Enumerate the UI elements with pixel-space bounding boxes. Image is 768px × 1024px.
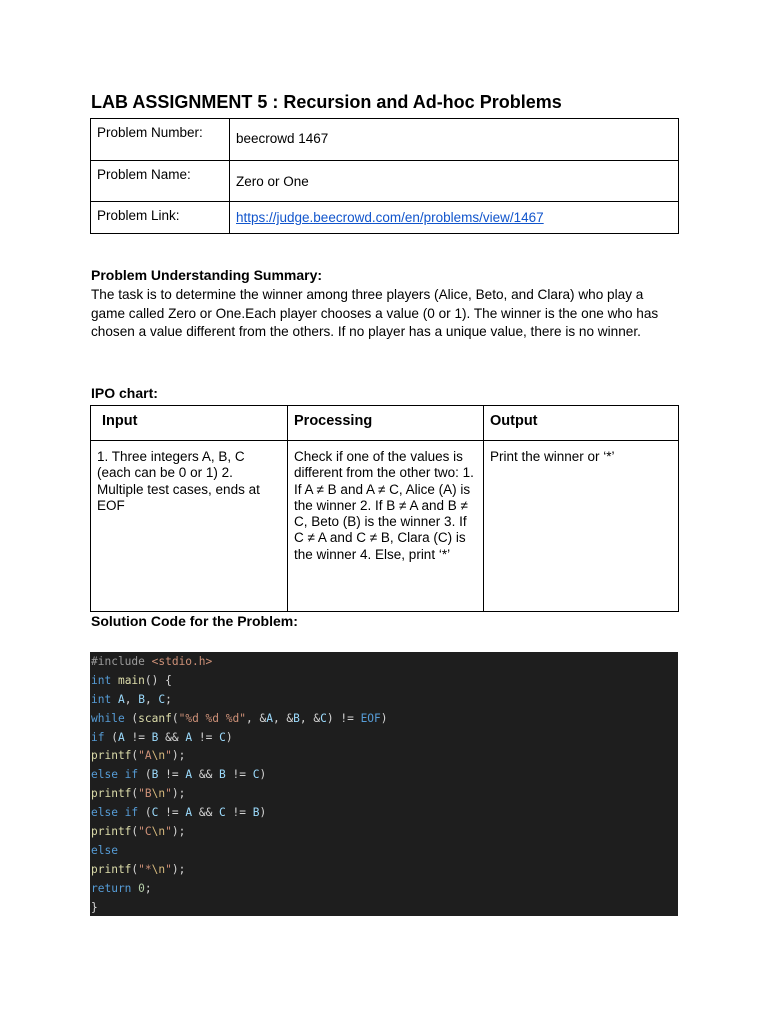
code-token: (	[144, 806, 152, 820]
solution-heading: Solution Code for the Problem:	[91, 613, 298, 629]
code-token: , &	[299, 711, 321, 725]
code-token: &&	[192, 768, 220, 782]
code-token: ) !=	[326, 711, 361, 725]
ipo-heading: IPO chart:	[91, 385, 158, 401]
info-label: Problem Name:	[91, 161, 230, 202]
info-value	[230, 202, 679, 234]
summary-text: The task is to determine the winner among three players (Alice, Beto, and Clara) who play a game called Zero or One.Each player chooses a value (0 or 1). The winner is the one who has chosen a value different from the others. If no player has a unique value, there is no winner.	[91, 287, 659, 339]
code-token: C	[158, 692, 166, 706]
code-line	[90, 672, 678, 691]
code-token: B	[151, 768, 159, 782]
code-token: !=	[158, 806, 186, 820]
ipo-header-output: Output	[484, 406, 679, 441]
code-token: C	[219, 730, 226, 744]
code-token: else if	[91, 806, 145, 820]
ipo-cell-output: Print the winner or ‘*’	[484, 441, 679, 612]
code-token: )	[259, 806, 267, 820]
code-token: () {	[144, 673, 172, 687]
summary-heading: Problem Understanding Summary:	[91, 267, 323, 283]
ipo-header-processing: Processing	[288, 406, 484, 441]
code-token: A	[185, 768, 193, 782]
code-token: (	[144, 768, 152, 782]
code-line	[90, 691, 678, 710]
code-token: EOF	[360, 711, 381, 725]
code-token: \n	[151, 825, 166, 839]
code-token: int	[91, 692, 118, 706]
ipo-chart-table	[90, 405, 679, 612]
ipo-header-row	[91, 406, 679, 441]
code-token: A	[185, 806, 193, 820]
code-token: "	[165, 862, 172, 876]
code-line	[90, 842, 678, 861]
code-token: !=	[124, 730, 152, 744]
code-block	[90, 652, 678, 916]
code-token: "	[165, 749, 172, 763]
code-token: B	[138, 692, 145, 706]
ipo-cell-input: 1. Three integers A, B, C (each can be 0 or 1) 2. Multiple test cases, ends at EOF	[91, 441, 288, 612]
code-token: \n	[151, 749, 166, 763]
code-token: B	[252, 806, 260, 820]
code-token: \n	[151, 862, 166, 876]
code-token: C	[320, 711, 327, 725]
ipo-header-input: Input	[91, 406, 288, 441]
code-line	[90, 785, 678, 804]
code-token: )	[380, 711, 388, 725]
code-token: ,	[124, 692, 139, 706]
info-value: beecrowd 1467	[230, 119, 679, 161]
code-token: ;	[165, 692, 172, 706]
code-token: &&	[192, 806, 220, 820]
info-row-name	[91, 161, 679, 202]
code-token: (	[131, 711, 139, 725]
page-title: LAB ASSIGNMENT 5 : Recursion and Ad-hoc Problems	[91, 92, 562, 112]
code-token: B	[151, 730, 159, 744]
code-token: (	[111, 730, 118, 744]
code-line	[90, 747, 678, 766]
code-token: #include	[91, 655, 152, 668]
code-token: "%d %d %d"	[178, 711, 246, 725]
code-line	[90, 899, 678, 918]
code-token: "	[165, 787, 172, 801]
code-token: (	[131, 862, 139, 876]
code-token: printf	[91, 749, 132, 763]
code-token: C	[219, 806, 226, 820]
code-token: );	[171, 825, 186, 839]
code-token: scanf	[138, 711, 172, 725]
code-token: B	[219, 768, 226, 782]
code-token: return	[91, 881, 139, 895]
code-token: "A	[138, 749, 152, 763]
code-token: !=	[158, 768, 186, 782]
code-token: printf	[91, 825, 132, 839]
code-token: "C	[138, 825, 152, 839]
info-value: Zero or One	[230, 161, 679, 202]
code-token: printf	[91, 862, 132, 876]
code-token: !=	[225, 768, 253, 782]
problem-link[interactable]: https://judge.beecrowd.com/en/problems/view/1467	[236, 210, 544, 225]
code-token: &&	[158, 730, 186, 744]
code-token: while	[91, 711, 132, 725]
problem-info-table	[90, 118, 679, 234]
code-token: }	[91, 900, 98, 914]
code-token: , &	[245, 711, 267, 725]
code-token: )	[259, 768, 267, 782]
code-token: printf	[91, 787, 132, 801]
code-line	[90, 766, 678, 785]
ipo-cell-processing: Check if one of the values is different from the other two: 1. If A ≠ B and A ≠ C, Alice (A) is the winner 2. If B ≠ A and B ≠ C, Beto (B) is the winner 3. If C ≠ A and C ≠ B, Clara (C) is the winner 4. Else, print ‘*’	[288, 441, 484, 612]
code-token: if	[91, 730, 112, 744]
code-token: );	[171, 749, 186, 763]
code-line	[90, 861, 678, 880]
code-token: B	[293, 711, 300, 725]
code-token: ,	[144, 692, 159, 706]
code-token: else	[91, 843, 118, 857]
code-token: "B	[138, 787, 152, 801]
code-token: (	[171, 711, 179, 725]
code-token: int	[91, 673, 118, 687]
code-token: <stdio.h>	[151, 655, 213, 668]
code-token: A	[117, 730, 125, 744]
code-line	[90, 804, 678, 823]
code-token: !=	[192, 730, 220, 744]
code-line	[90, 880, 678, 899]
code-token: (	[131, 825, 139, 839]
code-token: (	[131, 749, 139, 763]
info-row-number	[91, 119, 679, 161]
code-line	[90, 710, 678, 729]
code-token: );	[171, 862, 186, 876]
info-label: Problem Link:	[91, 202, 230, 234]
code-line	[90, 653, 678, 672]
code-line	[90, 823, 678, 842]
code-token: main	[117, 673, 145, 687]
code-token: , &	[272, 711, 294, 725]
code-token: C	[252, 768, 260, 782]
code-token: )	[225, 730, 233, 744]
code-token: ;	[144, 881, 152, 895]
code-token: C	[151, 806, 159, 820]
code-token: 0	[138, 881, 145, 895]
code-token: \n	[151, 787, 166, 801]
code-token: !=	[225, 806, 253, 820]
code-token: A	[185, 730, 193, 744]
code-line	[90, 729, 678, 748]
ipo-body-row	[91, 441, 679, 612]
code-token: A	[266, 711, 273, 725]
code-token: else if	[91, 768, 145, 782]
code-token: (	[131, 787, 139, 801]
info-label: Problem Number:	[91, 119, 230, 161]
info-row-link	[91, 202, 679, 234]
code-token: "*	[138, 862, 152, 876]
code-token: A	[117, 692, 125, 706]
code-token: "	[165, 825, 172, 839]
code-token: );	[171, 787, 186, 801]
